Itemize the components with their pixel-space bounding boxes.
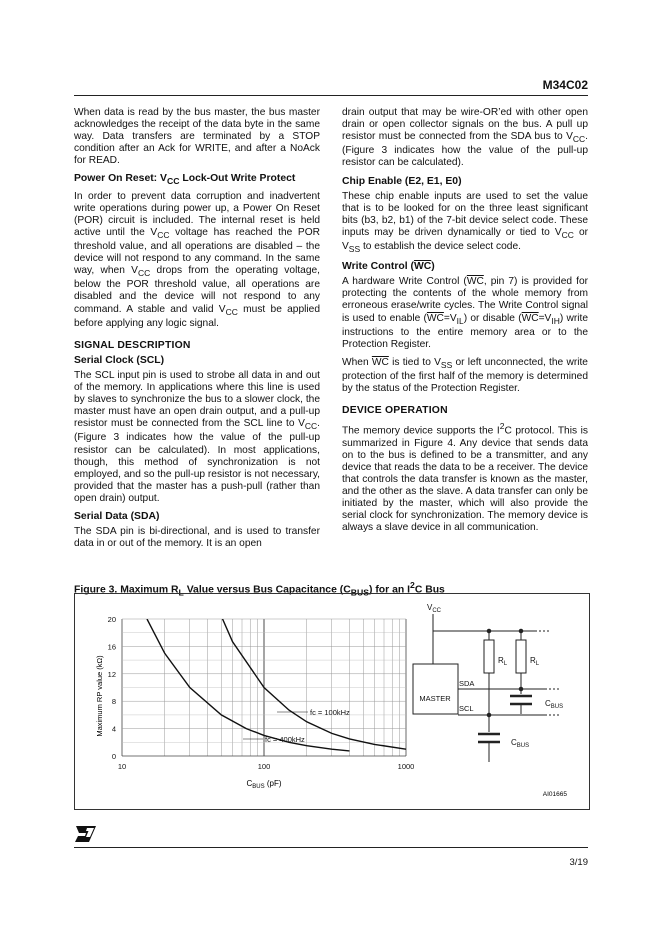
sda-label: SDA bbox=[459, 679, 475, 688]
scl-label: SCL bbox=[459, 704, 474, 713]
figure-box bbox=[74, 593, 590, 810]
junction-sda bbox=[519, 687, 523, 691]
series-label-1: fc = 400kHz bbox=[265, 735, 305, 744]
header-title: M34C02 bbox=[542, 78, 588, 92]
signal-description-heading: SIGNAL DESCRIPTION bbox=[74, 339, 191, 351]
por-paragraph: In order to prevent data corruption and inadvertent write operations during power up, a Power On Reset (POR) circuit is included. The internal reset is held active until the $V_{CC}$ voltage has reached the POR threshold value, and all operations are disabled – the device will not respond to any command. In the same way, when $V_{CC}$ drops from the operating voltage, below the POR threshold value, all operations are disabled and the device will not respond to any command. A stable and valid $V_{CC}$ must be applied before applying any logic signal. bbox=[74, 190, 321, 329]
figure-title: Figure 3. Maximum $R_L$ Value versus Bus Capacitance $(C_{BUS})$ for an $I^2C$ Bus bbox=[74, 580, 445, 598]
left-column bbox=[74, 107, 320, 556]
master-block bbox=[413, 664, 458, 714]
por-heading: Power On Reset: $V_{CC}$ Lock-Out Write Protect bbox=[74, 173, 296, 187]
y-tick-label: 8 bbox=[111, 697, 116, 707]
scl-heading: Serial Clock (SCL) bbox=[74, 354, 165, 366]
figure-code: AI01665 bbox=[542, 791, 567, 798]
rl-scl-label: $R_L$ bbox=[498, 656, 508, 667]
scl-paragraph: The SCL input pin is used to strobe all data in and out of the memory. In applications where this line is used by slaves to synchronize the bus to a slower clock, the master must have an open drain output, and a pull-up resistor must be connected from the SCL line to $V_{CC}$. (Figure 3 indicates how the value of the pull-up resistor can be calculated). In most applications, though, this method of synchronization is not employed, and so the pull-up resistor is not necessary, provided that the master has a push-pull (rather than open drain) output. bbox=[74, 369, 320, 504]
header-rule bbox=[74, 95, 588, 96]
write-control-paragraph-2: When $\overline{WC}$ is tied to $V_{SS}$ or left unconnected, the write protection of the first half of the memory is determined by the status of the Protection Register. bbox=[342, 356, 588, 395]
y-tick-label: 4 bbox=[111, 724, 116, 734]
junction-scl bbox=[487, 713, 491, 717]
page-number: 3/19 bbox=[569, 857, 588, 868]
rl-scl-resistor bbox=[484, 640, 494, 673]
device-operation-heading: DEVICE OPERATION bbox=[342, 405, 448, 417]
y-tick-label: 16 bbox=[107, 642, 116, 652]
x-tick-label: 10 bbox=[117, 762, 127, 771]
write-control-heading: Write Control (WC) bbox=[342, 261, 435, 273]
chart-curves bbox=[147, 594, 406, 751]
sda-heading: Serial Data (SDA) bbox=[74, 511, 160, 523]
y-axis-label: Maximum RP value (kΩ) bbox=[95, 655, 104, 737]
cbus-scl-label: $C_{BUS}$ bbox=[511, 738, 530, 749]
chip-enable-paragraph: These chip enable inputs are used to set the value that is to be looked for on the three least significant bits (b3, b2, b1) of the 7-bit device select code. These inputs may be driven dynamically or tied to $V_{CC}$ or $V_{SS}$ to establish the device select code. bbox=[342, 190, 588, 255]
series-label-0: fc = 100kHz bbox=[310, 708, 350, 717]
master-label: MASTER bbox=[419, 694, 451, 703]
rl-vs-cbus-chart bbox=[75, 594, 589, 809]
series-curve-0 bbox=[190, 594, 406, 749]
st-logo bbox=[74, 825, 98, 843]
sda-continued-paragraph: drain output that may be wire-OR’ed with other open drain or open collector signals on the bus. A pull up resistor must be connected from the SDA bus to $V_{CC}$. (Figure 3 indicates how the value of the pull-up resistor can be calculated). bbox=[342, 107, 588, 169]
cbus-sda-label: $C_{BUS}$ bbox=[545, 699, 564, 710]
intro-paragraph: When data is read by the bus master, the bus master acknowledges the receipt of the data byte in the same way. Data transfers are terminated by a STOP condition after an Ack for WRITE, and after a NoAck for READ. bbox=[74, 107, 320, 167]
vcc-label: $V_{CC}$ bbox=[427, 603, 442, 614]
rl-sda-resistor bbox=[516, 640, 526, 673]
bus-schematic bbox=[413, 603, 563, 762]
y-tick-label: 12 bbox=[107, 669, 116, 679]
right-column bbox=[342, 107, 588, 540]
chart-axis-labels bbox=[108, 615, 415, 771]
rl-sda-label: $R_L$ bbox=[530, 656, 540, 667]
device-operation-paragraph: The memory device supports the $I^2C$ protocol. This is summarized in Figure 4. Any device that sends data on to the bus is defined to be a transmitter, and any device that reads the data to be a receiver. The device that controls the data transfer is known as the master, and the other as the slave. A data transfer can only be initiated by the master, which will also provide the serial clock for synchronization. The memory device is always a slave device in all communication. bbox=[342, 421, 588, 534]
x-axis-label: $C_{BUS}$ (pF) bbox=[246, 779, 282, 790]
sda-paragraph: The SDA pin is bi-directional, and is used to transfer data in or out of the memory. It is an open bbox=[74, 526, 320, 550]
y-tick-label: 0 bbox=[111, 752, 116, 761]
x-tick-label: 1000 bbox=[397, 762, 415, 771]
footer-rule bbox=[74, 847, 588, 848]
series-curve-1 bbox=[147, 619, 350, 751]
junction-vcc-2 bbox=[519, 629, 523, 633]
write-control-paragraph-1: A hardware Write Control ($\overline{WC}$, pin 7) is provided for protecting the contents of the whole memory from erroneous erase/write cycles. The Write Control signal is used to enable $(\overline{WC}=V_{IL})$ or disable $(\overline{WC}=V_{IH})$ write instructions to the entire memory area or to the Protection Register. bbox=[342, 276, 589, 350]
x-tick-label: 100 bbox=[257, 762, 271, 771]
chip-enable-heading: Chip Enable (E2, E1, E0) bbox=[342, 175, 462, 187]
junction-vcc-1 bbox=[487, 629, 491, 633]
y-tick-label: 20 bbox=[107, 615, 116, 624]
